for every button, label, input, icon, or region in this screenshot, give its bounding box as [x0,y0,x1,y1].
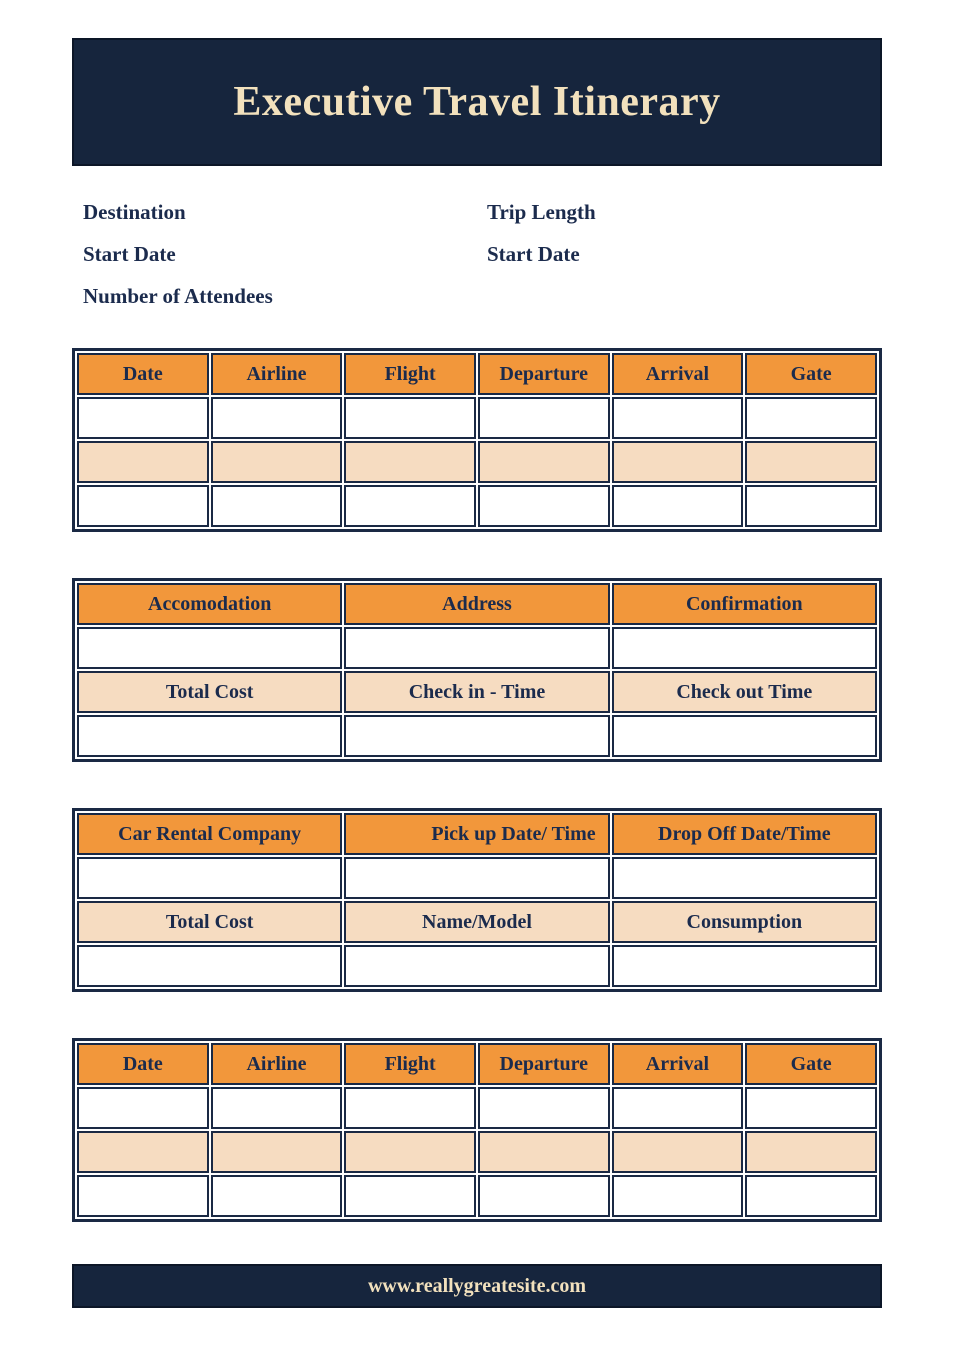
table-row [77,945,877,987]
flight-table-top [72,348,882,532]
empty-field-cell[interactable] [344,1087,476,1129]
col-header-name-model: Name/Model [344,901,609,943]
empty-field-cell[interactable] [211,1175,343,1217]
label-number-of-attendees: Number of Attendees [83,284,273,308]
col-header-confirmation: Confirmation [612,583,877,625]
col-header-gate: Gate [745,1043,877,1085]
empty-field-cell[interactable] [478,1087,610,1129]
empty-field-cell[interactable] [612,485,744,527]
accommodation-subheader-row [77,671,877,713]
table-row [77,715,877,757]
col-header-accomodation: Accomodation [77,583,342,625]
empty-field-cell[interactable] [612,441,744,483]
table-row [77,397,877,439]
col-header-pick-up-date-time: Pick up Date/ Time [344,813,609,855]
empty-field-cell[interactable] [612,1175,744,1217]
empty-field-cell[interactable] [344,441,476,483]
col-header-consumption: Consumption [612,901,877,943]
col-header-gate: Gate [745,353,877,395]
empty-field-cell[interactable] [344,485,476,527]
car-rental-subheader-row [77,901,877,943]
empty-field-cell[interactable] [612,1131,744,1173]
empty-field-cell[interactable] [745,485,877,527]
empty-field-cell[interactable] [344,627,609,669]
table-row [77,1131,877,1173]
empty-field-cell[interactable] [211,485,343,527]
empty-field-cell[interactable] [344,397,476,439]
empty-field-cell[interactable] [77,715,342,757]
empty-field-cell[interactable] [77,627,342,669]
label-start-date: Start Date [83,242,176,266]
flight-bottom-header-row [77,1043,877,1085]
table-row [77,485,877,527]
info-column-right [487,200,596,284]
table-row [77,857,877,899]
col-header-flight: Flight [344,1043,476,1085]
empty-field-cell[interactable] [344,857,609,899]
flight-table-bottom [72,1038,882,1222]
empty-field-cell[interactable] [478,485,610,527]
empty-field-cell[interactable] [745,441,877,483]
empty-field-cell[interactable] [612,857,877,899]
empty-field-cell[interactable] [478,1131,610,1173]
empty-field-cell[interactable] [478,1175,610,1217]
empty-field-cell[interactable] [77,1087,209,1129]
empty-field-cell[interactable] [745,1175,877,1217]
empty-field-cell[interactable] [478,441,610,483]
empty-field-cell[interactable] [77,485,209,527]
empty-field-cell[interactable] [344,1175,476,1217]
label-start-date-2: Start Date [487,242,580,266]
info-column-left [83,200,273,326]
empty-field-cell[interactable] [77,857,342,899]
col-header-drop-off-date-time: Drop Off Date/Time [612,813,877,855]
empty-field-cell[interactable] [77,1175,209,1217]
empty-field-cell[interactable] [211,397,343,439]
empty-field-cell[interactable] [211,1087,343,1129]
label-trip-length: Trip Length [487,200,596,224]
empty-field-cell[interactable] [211,441,343,483]
col-header-total-cost: Total Cost [77,901,342,943]
page-title: Executive Travel Itinerary [233,79,721,125]
empty-field-cell[interactable] [77,441,209,483]
empty-field-cell[interactable] [478,397,610,439]
col-header-date: Date [77,1043,209,1085]
col-header-check-out-time: Check out Time [612,671,877,713]
table-row [77,441,877,483]
empty-field-cell[interactable] [344,715,609,757]
table-row [77,627,877,669]
empty-field-cell[interactable] [612,397,744,439]
empty-field-cell[interactable] [745,397,877,439]
car-rental-table [72,808,882,992]
title-band [72,38,882,166]
empty-field-cell[interactable] [77,945,342,987]
flight-top-header-row [77,353,877,395]
col-header-arrival: Arrival [612,1043,744,1085]
col-header-address: Address [344,583,609,625]
empty-field-cell[interactable] [745,1131,877,1173]
label-destination: Destination [83,200,186,224]
empty-field-cell[interactable] [211,1131,343,1173]
empty-field-cell[interactable] [612,945,877,987]
empty-field-cell[interactable] [344,1131,476,1173]
col-header-check-in-time: Check in - Time [344,671,609,713]
col-header-departure: Departure [478,1043,610,1085]
col-header-total-cost: Total Cost [77,671,342,713]
col-header-airline: Airline [211,353,343,395]
empty-field-cell[interactable] [612,715,877,757]
car-rental-header-row [77,813,877,855]
col-header-airline: Airline [211,1043,343,1085]
table-row [77,1175,877,1217]
col-header-departure: Departure [478,353,610,395]
empty-field-cell[interactable] [612,627,877,669]
empty-field-cell[interactable] [745,1087,877,1129]
empty-field-cell[interactable] [77,397,209,439]
empty-field-cell[interactable] [77,1131,209,1173]
col-header-date: Date [77,353,209,395]
col-header-car-rental-company: Car Rental Company [77,813,342,855]
col-header-flight: Flight [344,353,476,395]
footer-url: www.reallygreatesite.com [367,1274,587,1297]
footer-band [72,1264,882,1308]
accommodation-table [72,578,882,762]
table-row [77,1087,877,1129]
accommodation-header-row [77,583,877,625]
empty-field-cell[interactable] [344,945,609,987]
col-header-arrival: Arrival [612,353,744,395]
empty-field-cell[interactable] [612,1087,744,1129]
